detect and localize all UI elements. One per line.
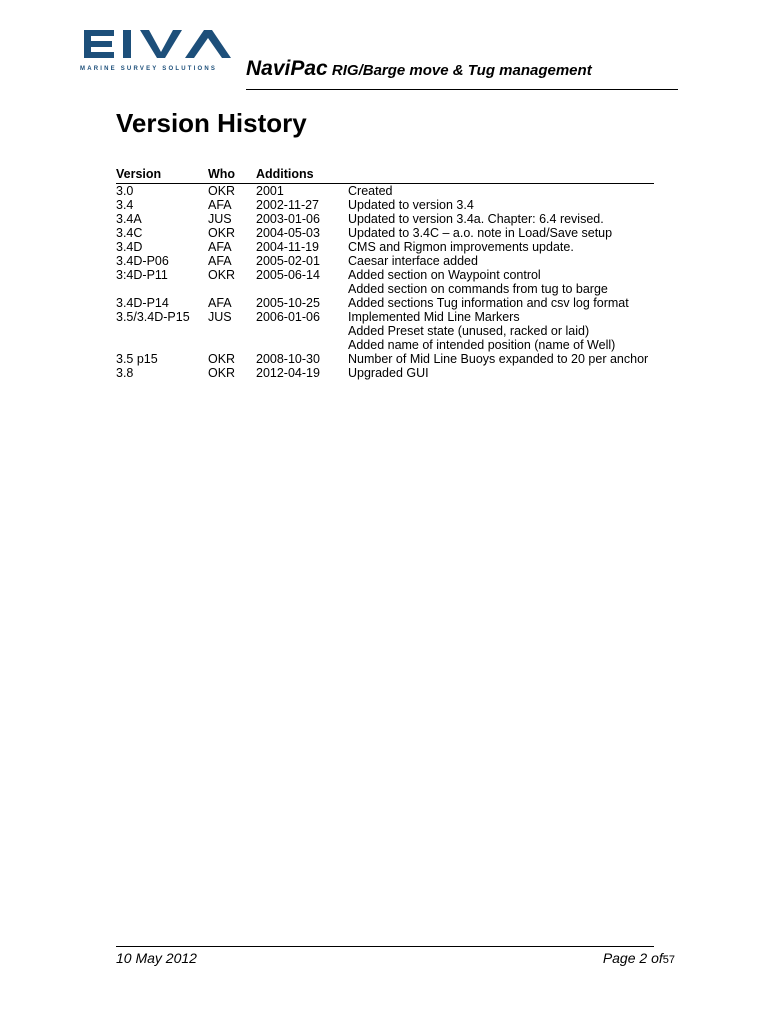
cell-addition: Implemented Mid Line Markers — [348, 310, 520, 324]
table-row — [116, 268, 654, 282]
cell-date: 2004-05-03 — [256, 226, 320, 240]
cell-version — [116, 282, 208, 296]
cell-date: 2001 — [256, 184, 284, 198]
cell-who: AFA — [208, 296, 232, 310]
cell-version: 3.5 p15 — [116, 352, 158, 366]
cell-date: 2003-01-06 — [256, 212, 320, 226]
column-header-additions: Additions — [256, 167, 314, 181]
column-header-who: Who — [208, 167, 236, 181]
table-row — [116, 282, 654, 296]
cell-addition: Created — [348, 184, 393, 198]
cell-addition: Updated to version 3.4 — [348, 198, 474, 212]
cell-who — [208, 282, 256, 296]
cell-who: OKR — [208, 184, 236, 198]
cell-version: 3.5/3.4D-P15 — [116, 310, 190, 324]
cell-date — [256, 324, 348, 338]
page-label: Page 2 of — [602, 950, 663, 966]
column-header-version: Version — [116, 167, 162, 181]
page-number — [603, 950, 675, 966]
table-row — [116, 296, 654, 310]
table-row — [116, 352, 654, 366]
cell-version: 3.4D — [116, 240, 143, 254]
eiva-logo — [80, 28, 240, 80]
cell-who: JUS — [208, 310, 232, 324]
cell-date: 2012-04-19 — [256, 366, 320, 380]
cell-version — [116, 324, 208, 338]
cell-who: OKR — [208, 226, 236, 240]
column-header-description — [348, 165, 654, 183]
cell-addition: Added section on commands from tug to barge — [348, 282, 608, 296]
cell-addition: Added name of intended position (name of Well) — [348, 338, 616, 352]
cell-version: 3.4 — [116, 198, 134, 212]
table-body — [116, 184, 654, 380]
cell-version: 3.0 — [116, 184, 134, 198]
cell-date: 2005-10-25 — [256, 296, 320, 310]
eiva-logo-mark — [80, 28, 232, 62]
footer-date: 10 May 2012 — [116, 950, 197, 966]
page-title: Version History — [116, 108, 307, 138]
footer-divider — [116, 946, 654, 947]
table-row — [116, 198, 654, 212]
table-row — [116, 212, 654, 226]
cell-who: OKR — [208, 352, 236, 366]
table-header-row — [116, 165, 654, 184]
cell-who: OKR — [208, 268, 236, 282]
cell-version: 3.8 — [116, 366, 134, 380]
cell-version: 3:4D-P11 — [116, 268, 168, 282]
table-row — [116, 254, 654, 268]
cell-who: JUS — [208, 212, 232, 226]
table-row — [116, 184, 654, 198]
table-row — [116, 226, 654, 240]
cell-date: 2005-06-14 — [256, 268, 320, 282]
cell-who: AFA — [208, 254, 232, 268]
cell-date: 2004-11-19 — [256, 240, 320, 254]
cell-version: 3.4A — [116, 212, 142, 226]
table-row — [116, 324, 654, 338]
cell-date — [256, 338, 348, 352]
cell-date: 2002-11-27 — [256, 198, 320, 212]
product-name: NaviPac — [246, 57, 328, 80]
cell-date: 2005-02-01 — [256, 254, 320, 268]
logo-tagline: MARINE SURVEY SOLUTIONS — [80, 66, 218, 72]
header-divider — [246, 89, 678, 90]
cell-addition: CMS and Rigmon improvements update. — [348, 240, 574, 254]
cell-addition: Upgraded GUI — [348, 366, 429, 380]
cell-who — [208, 338, 256, 352]
cell-version: 3.4C — [116, 226, 143, 240]
cell-version: 3.4D-P06 — [116, 254, 169, 268]
document-subtitle: RIG/Barge move & Tug management — [327, 62, 592, 79]
cell-date: 2008-10-30 — [256, 352, 320, 366]
cell-addition: Added Preset state (unused, racked or laid) — [348, 324, 590, 338]
cell-date: 2006-01-06 — [256, 310, 320, 324]
cell-version — [116, 338, 208, 352]
table-row — [116, 338, 654, 352]
table-row — [116, 366, 654, 380]
cell-who: AFA — [208, 240, 232, 254]
cell-addition: Updated to version 3.4a. Chapter: 6.4 revised. — [348, 212, 604, 226]
table-row — [116, 310, 654, 324]
cell-version: 3.4D-P14 — [116, 296, 169, 310]
total-pages: 57 — [662, 954, 675, 966]
cell-who: AFA — [208, 198, 232, 212]
cell-addition: Caesar interface added — [348, 254, 478, 268]
cell-addition: Added section on Waypoint control — [348, 268, 541, 282]
cell-addition: Updated to 3.4C – a.o. note in Load/Save setup — [348, 226, 613, 240]
table-row — [116, 240, 654, 254]
document-header-title — [246, 57, 592, 81]
version-history-table — [116, 165, 654, 380]
cell-who — [208, 324, 256, 338]
cell-addition: Number of Mid Line Buoys expanded to 20 per anchor — [348, 352, 649, 366]
cell-who: OKR — [208, 366, 236, 380]
cell-date — [256, 282, 348, 296]
cell-addition: Added sections Tug information and csv log format — [348, 296, 629, 310]
